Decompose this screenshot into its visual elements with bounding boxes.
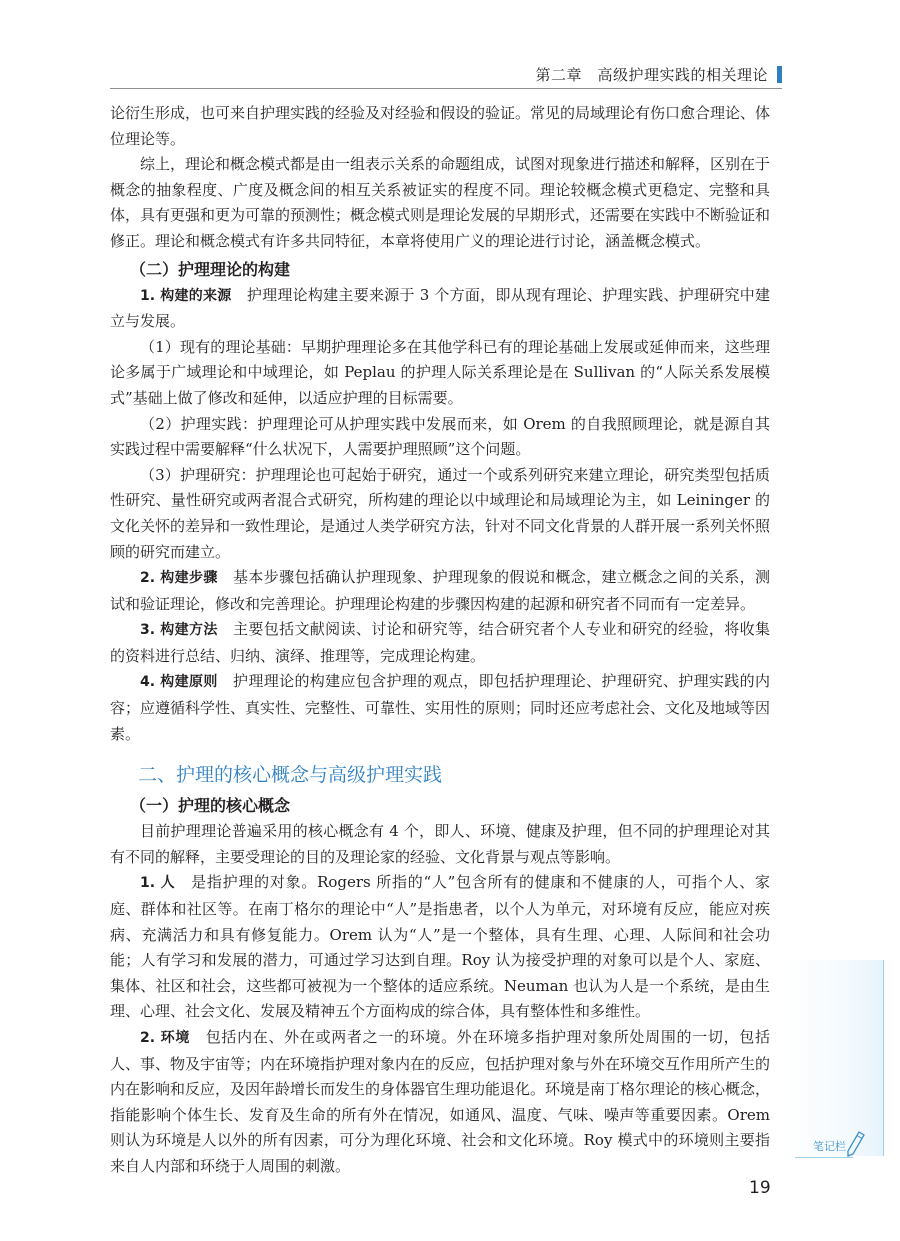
notes-column bbox=[785, 960, 884, 1156]
running-header bbox=[110, 62, 782, 89]
page-number: 19 bbox=[749, 1178, 771, 1198]
text-principles: 护理理论的构建应包含护理的观点，即包括护理理论、护理研究、护理实践的内容；应遵循科学性、真实性、完整性、可靠性、实用性的原则；同时还应考虑社会、文化及地域等因素。 bbox=[110, 672, 771, 743]
text-person: 是指护理的对象。Rogers 所指的“人”包含所有的健康和不健康的人，可指个人、家庭、群体和社区等。在南丁格尔的理论中“人”是指患者，以个人为单元，对环境有反应，能应对疾病、充满活力和具有修复能力。Orem 认为“人”是一个整体，具有生理、心理、人际间和社会功能；人有学习和发展的潜力，可通过学习达到自理。Roy 认为接受护理的对象可以是个人、家庭、集体、社区和社会，这些都可被视为一个整体的适应系统。Neuman 也认为人是一个系统，是由生理、心理、社会文化、发展及精神五个方面构成的综合体，具有整体性和多维性。 bbox=[110, 873, 771, 1021]
paragraph-person bbox=[110, 870, 770, 1025]
paragraph-methods bbox=[110, 617, 770, 669]
section-title-core-concepts: 二、护理的核心概念与高级护理实践 bbox=[138, 764, 443, 787]
pencil-icon bbox=[845, 1130, 867, 1158]
subsection-title-construction: （二）护理理论的构建 bbox=[130, 259, 291, 279]
paragraph-continued: 论衍生形成，也可来自护理实践的经验及对经验和假设的验证。常见的局域理论有伤口愈合理论、体位理论等。 bbox=[110, 104, 771, 148]
notes-label: 笔记栏 bbox=[813, 1140, 846, 1153]
text-methods: 主要包括文献阅读、讨论和研究等，结合研究者个人专业和研究的经验，将收集的资料进行总结、归纳、演绎、推理等，完成理论构建。 bbox=[110, 620, 770, 665]
paragraph-core-intro: 目前护理理论普遍采用的核心概念有 4 个，即人、环境、健康及护理，但不同的护理理论对其有不同的解释，主要受理论的目的及理论家的经验、文化背景与观点等影响。 bbox=[110, 822, 770, 866]
paragraph-principles bbox=[110, 669, 770, 747]
lead-methods: 3. 构建方法 bbox=[140, 622, 218, 639]
text-steps: 基本步骤包括确认护理现象、护理现象的假说和概念，建立概念之间的关系，测试和验证理论，修改和完善理论。护理理论构建的步骤因构建的起源和研究者不同而有一定差异。 bbox=[110, 568, 770, 613]
lead-person: 1. 人 bbox=[140, 875, 176, 892]
lead-environment: 2. 环境 bbox=[140, 1030, 191, 1046]
lead-steps: 2. 构建步骤 bbox=[140, 570, 218, 587]
header-accent-bar bbox=[777, 66, 782, 83]
list-item-existing-theory: （1）现有的理论基础：早期护理理论多在其他学科已有的理论基础上发展或延伸而来，这些理论多属于广域理论和中域理论，如 Peplau 的护理人际关系理论是在 Sullivan 的“人际关系发展模式”基础上做了修改和延伸，以适应护理的目标需要。 bbox=[110, 337, 770, 407]
text-environment: 包括内在、外在或两者之一的环境。外在环境多指护理对象所处周围的一切，包括人、事、物及宇宙等；内在环境指护理对象内在的反应，包括护理对象与外在环境交互作用所产生的内在影响和反应，及因年龄增长而发生的身体器官生理功能退化。环境是南丁格尔理论的核心概念，指能影响个体生长、发育及生命的所有外在情况，如通风、温度、气味、噪声等重要因素。Orem 则认为环境是人以外的所有因素，可分为理化环境、社会和文化环境。Roy 模式中的环境则主要指来自人内部和环绕于人周围的刺激。 bbox=[110, 1028, 771, 1175]
paragraph-steps bbox=[110, 565, 770, 617]
paragraph-summary: 综上，理论和概念模式都是由一组表示关系的命题组成，试图对现象进行描述和解释，区别在于概念的抽象程度、广度及概念间的相互关系被证实的程度不同。理论较概念模式更稳定、完整和具体，具有更强和更为可靠的预测性；概念模式则是理论发展的早期形式，还需要在实践中不断验证和修正。理论和概念模式有许多共同特征，本章将使用广义的理论进行讨论，涵盖概念模式。 bbox=[110, 155, 771, 250]
list-item-practice: （2）护理实践：护理理论可从护理实践中发展而来，如 Orem 的自我照顾理论，就是源自其实践过程中需要解释“什么状况下，人需要护理照顾”这个问题。 bbox=[110, 414, 770, 459]
lead-principles: 4. 构建原则 bbox=[140, 674, 218, 691]
subsection-title-core-concepts: （一）护理的核心概念 bbox=[130, 796, 291, 816]
lead-sources: 1. 构建的来源 bbox=[140, 287, 232, 304]
page-body bbox=[110, 101, 770, 1180]
text-sources: 护理理论构建主要来源于 3 个方面，即从现有理论、护理实践、护理研究中建立与发展。 bbox=[110, 285, 770, 331]
paragraph-sources bbox=[110, 283, 770, 335]
chapter-title: 第二章 高级护理实践的相关理论 bbox=[535, 66, 768, 84]
paragraph-environment bbox=[110, 1025, 770, 1180]
list-item-research: （3）护理研究：护理理论也可起始于研究，通过一个或系列研究来建立理论，研究类型包括质性研究、量性研究或两者混合式研究，所构建的理论以中域理论和局域理论为主，如 Leininger 的文化关怀的差异和一致性理论，是通过人类学研究方法，针对不同文化背景的人群开展一系列关怀照顾的研究而建立。 bbox=[110, 465, 771, 561]
